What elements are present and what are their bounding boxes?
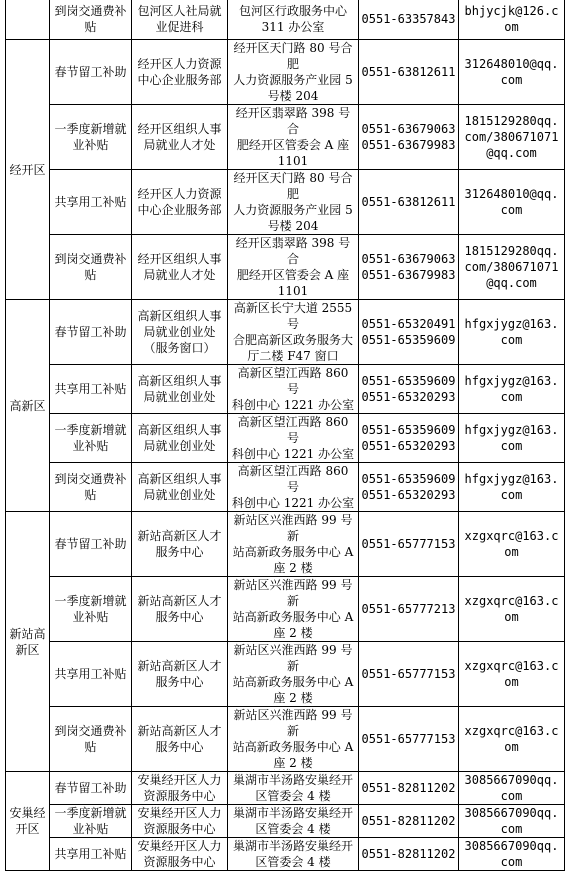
table-row <box>6 577 565 642</box>
phone-number: 0551-63679983 <box>361 138 456 152</box>
subsidy-item: 春节留工补助 <box>50 40 132 105</box>
phone-cell <box>359 512 459 577</box>
subsidy-item: 到岗交通费补贴 <box>50 463 132 512</box>
address-line: 号楼 204 <box>267 219 319 233</box>
phone-cell <box>359 0 459 40</box>
address <box>228 0 359 40</box>
address-line: 站高新政务服务中心 A <box>232 740 354 754</box>
table-row <box>6 805 565 838</box>
email-cell: 312648010@qq.com <box>459 170 565 235</box>
subsidy-item: 到岗交通费补贴 <box>50 235 132 300</box>
subsidy-item: 春节留工补助 <box>50 512 132 577</box>
district-cell: 新站高新区 <box>6 512 50 772</box>
table-row <box>6 772 565 805</box>
subsidy-item: 共享用工补贴 <box>50 642 132 707</box>
address-line: 人力资源服务产业园 5 <box>233 203 353 217</box>
address-line: 新站区兴淮西路 99 号新 <box>233 643 353 673</box>
department: 新站高新区人才服务中心 <box>132 707 228 772</box>
address <box>228 414 359 463</box>
address-line: 站高新政务服务中心 A <box>232 545 354 559</box>
subsidy-item: 共享用工补贴 <box>50 170 132 235</box>
address-line: 包河区行政服务中心 <box>238 4 347 18</box>
address-line: 高新区望江西路 860 号 <box>237 366 349 396</box>
address-line: 肥经开区管委会 A 座 <box>236 138 350 152</box>
address-line: 科创中心 1221 办公室 <box>231 398 355 412</box>
department: 高新区组织人事局就业创业处 <box>132 365 228 414</box>
address-line: 1101 <box>277 284 309 298</box>
address-line: 厅二楼 F47 窗口 <box>247 349 339 363</box>
department: 经开区人力资源中心企业服务部 <box>132 170 228 235</box>
email-cell: xzgxqrc@163.com <box>459 707 565 772</box>
subsidy-item: 春节留工补助 <box>50 772 132 805</box>
address-line: 1101 <box>277 154 309 168</box>
email-cell: 1815129280qq.com/380671071@qq.com <box>459 235 565 300</box>
subsidy-item: 一季度新增就业补贴 <box>50 105 132 170</box>
address-line: 新站区兴淮西路 99 号新 <box>233 578 353 608</box>
phone-cell <box>359 414 459 463</box>
address-line: 座 2 楼 <box>273 626 313 640</box>
address <box>228 235 359 300</box>
phone-number: 0551-65777153 <box>361 667 456 681</box>
phone-number: 0551-82811202 <box>361 814 456 828</box>
phone-number: 0551-63357843 <box>361 12 456 26</box>
email-cell: 1815129280qq.com/380671071@qq.com <box>459 105 565 170</box>
address-line: 巢湖市半汤路安巢经开 <box>232 806 353 820</box>
phone-cell <box>359 235 459 300</box>
department: 经开区人力资源中心企业服务部 <box>132 40 228 105</box>
phone-cell <box>359 577 459 642</box>
phone-cell <box>359 105 459 170</box>
email-cell: xzgxqrc@163.com <box>459 642 565 707</box>
phone-cell <box>359 838 459 871</box>
table-row <box>6 235 565 300</box>
table-row <box>6 463 565 512</box>
phone-number: 0551-63679063 <box>361 252 456 266</box>
table-row <box>6 642 565 707</box>
phone-number: 0551-65777153 <box>361 537 456 551</box>
address <box>228 512 359 577</box>
address-line: 巢湖市半汤路安巢经开 <box>232 773 353 787</box>
address-line: 科创中心 1221 办公室 <box>231 496 355 510</box>
subsidy-item: 一季度新增就业补贴 <box>50 414 132 463</box>
address-line: 新站区兴淮西路 99 号新 <box>233 708 353 738</box>
district-cell-blank <box>6 0 50 40</box>
address <box>228 105 359 170</box>
address <box>228 365 359 414</box>
table-row <box>6 365 565 414</box>
address-line: 经开区翡翠路 398 号合 <box>235 236 351 266</box>
phone-number: 0551-65359609 <box>361 374 456 388</box>
district-cell: 安巢经开区 <box>6 772 50 871</box>
address-line: 站高新政务服务中心 A <box>232 610 354 624</box>
address-line: 肥经开区管委会 A 座 <box>236 268 350 282</box>
phone-number: 0551-63679063 <box>361 122 456 136</box>
address-line: 高新区望江西路 860 号 <box>237 464 349 494</box>
phone-number: 0551-63812611 <box>361 65 456 79</box>
phone-number: 0551-65320293 <box>361 390 456 404</box>
subsidy-item: 共享用工补贴 <box>50 365 132 414</box>
email-cell: hfgxjygz@163.com <box>459 365 565 414</box>
address <box>228 300 359 365</box>
phone-number: 0551-65777153 <box>361 732 456 746</box>
subsidy-item: 春节留工补助 <box>50 300 132 365</box>
address-line: 区管委会 4 楼 <box>255 789 331 803</box>
address-line: 311 办公室 <box>261 20 325 34</box>
address-line: 经开区天门路 80 号合肥 <box>233 41 353 71</box>
email-cell: 3085667090qq.com <box>459 838 565 871</box>
department: 包河区人社局就业促进科 <box>132 0 228 40</box>
phone-cell <box>359 805 459 838</box>
email-cell: 312648010@qq.com <box>459 40 565 105</box>
phone-number: 0551-65359609 <box>361 472 456 486</box>
phone-number: 0551-65320293 <box>361 439 456 453</box>
department: 新站高新区人才服务中心 <box>132 577 228 642</box>
table-row <box>6 40 565 105</box>
phone-number: 0551-63679983 <box>361 268 456 282</box>
department: 新站高新区人才服务中心 <box>132 512 228 577</box>
phone-cell <box>359 707 459 772</box>
address-line: 经开区天门路 80 号合肥 <box>233 171 353 201</box>
subsidy-item: 到岗交通费补贴 <box>50 707 132 772</box>
address-line: 人力资源服务产业园 5 <box>233 73 353 87</box>
phone-cell <box>359 772 459 805</box>
address-line: 高新区望江西路 860 号 <box>237 415 349 445</box>
subsidy-item: 到岗交通费补贴 <box>50 0 132 40</box>
phone-cell <box>359 642 459 707</box>
address-line: 站高新政务服务中心 A <box>232 675 354 689</box>
address-line: 合肥高新区政务服务大 <box>232 333 353 347</box>
subsidy-item: 一季度新增就业补贴 <box>50 577 132 642</box>
table-row <box>6 170 565 235</box>
table-row <box>6 512 565 577</box>
phone-number: 0551-65777213 <box>361 602 456 616</box>
district-cell: 经开区 <box>6 40 50 300</box>
address <box>228 40 359 105</box>
address-line: 区管委会 4 楼 <box>255 822 331 836</box>
phone-cell <box>359 365 459 414</box>
phone-number: 0551-65359609 <box>361 333 456 347</box>
email-cell: xzgxqrc@163.com <box>459 512 565 577</box>
table-row <box>6 838 565 871</box>
department: 安巢经开区人力资源服务中心 <box>132 805 228 838</box>
address <box>228 170 359 235</box>
address-line: 座 2 楼 <box>273 691 313 705</box>
phone-cell <box>359 463 459 512</box>
phone-number: 0551-82811202 <box>361 847 456 861</box>
phone-cell <box>359 300 459 365</box>
address <box>228 642 359 707</box>
table-body <box>6 0 565 871</box>
address <box>228 463 359 512</box>
phone-cell <box>359 170 459 235</box>
address-line: 高新区长宁大道 2555 号 <box>233 301 353 331</box>
department: 新站高新区人才服务中心 <box>132 642 228 707</box>
address <box>228 707 359 772</box>
address-line: 巢湖市半汤路安巢经开 <box>232 839 353 853</box>
address <box>228 772 359 805</box>
phone-number: 0551-65320293 <box>361 488 456 502</box>
address-line: 科创中心 1221 办公室 <box>231 447 355 461</box>
department: 高新区组织人事局就业创业处 <box>132 414 228 463</box>
address-line: 座 2 楼 <box>273 561 313 575</box>
phone-cell <box>359 40 459 105</box>
department: 经开区组织人事局就业人才处 <box>132 235 228 300</box>
email-cell: hfgxjygz@163.com <box>459 463 565 512</box>
department: 安巢经开区人力资源服务中心 <box>132 838 228 871</box>
table-row <box>6 300 565 365</box>
email-cell: hfgxjygz@163.com <box>459 300 565 365</box>
phone-number: 0551-65359609 <box>361 423 456 437</box>
address-line: 号楼 204 <box>267 89 319 103</box>
email-cell: 3085667090qq.com <box>459 772 565 805</box>
email-cell: xzgxqrc@163.com <box>459 577 565 642</box>
phone-number: 0551-63812611 <box>361 195 456 209</box>
table-row <box>6 414 565 463</box>
subsidy-contact-table <box>5 0 565 871</box>
email-cell: hfgxjygz@163.com <box>459 414 565 463</box>
address <box>228 838 359 871</box>
table-row <box>6 707 565 772</box>
subsidy-item: 共享用工补贴 <box>50 838 132 871</box>
address-line: 座 2 楼 <box>273 756 313 770</box>
phone-number: 0551-82811202 <box>361 781 456 795</box>
table-row <box>6 105 565 170</box>
table-row <box>6 0 565 40</box>
email-cell: 3085667090qq.com <box>459 805 565 838</box>
department: 高新区组织人事局就业创业处 <box>132 463 228 512</box>
address-line: 经开区翡翠路 398 号合 <box>235 106 351 136</box>
department: 高新区组织人事局就业创业处（服务窗口） <box>132 300 228 365</box>
department: 经开区组织人事局就业人才处 <box>132 105 228 170</box>
address <box>228 577 359 642</box>
department: 安巢经开区人力资源服务中心 <box>132 772 228 805</box>
address-line: 区管委会 4 楼 <box>255 855 331 869</box>
address <box>228 805 359 838</box>
email-cell: bhjycjk@126.com <box>459 0 565 40</box>
phone-number: 0551-65320491 <box>361 317 456 331</box>
address-line: 新站区兴淮西路 99 号新 <box>233 513 353 543</box>
district-cell: 高新区 <box>6 300 50 512</box>
subsidy-item: 一季度新增就业补贴 <box>50 805 132 838</box>
